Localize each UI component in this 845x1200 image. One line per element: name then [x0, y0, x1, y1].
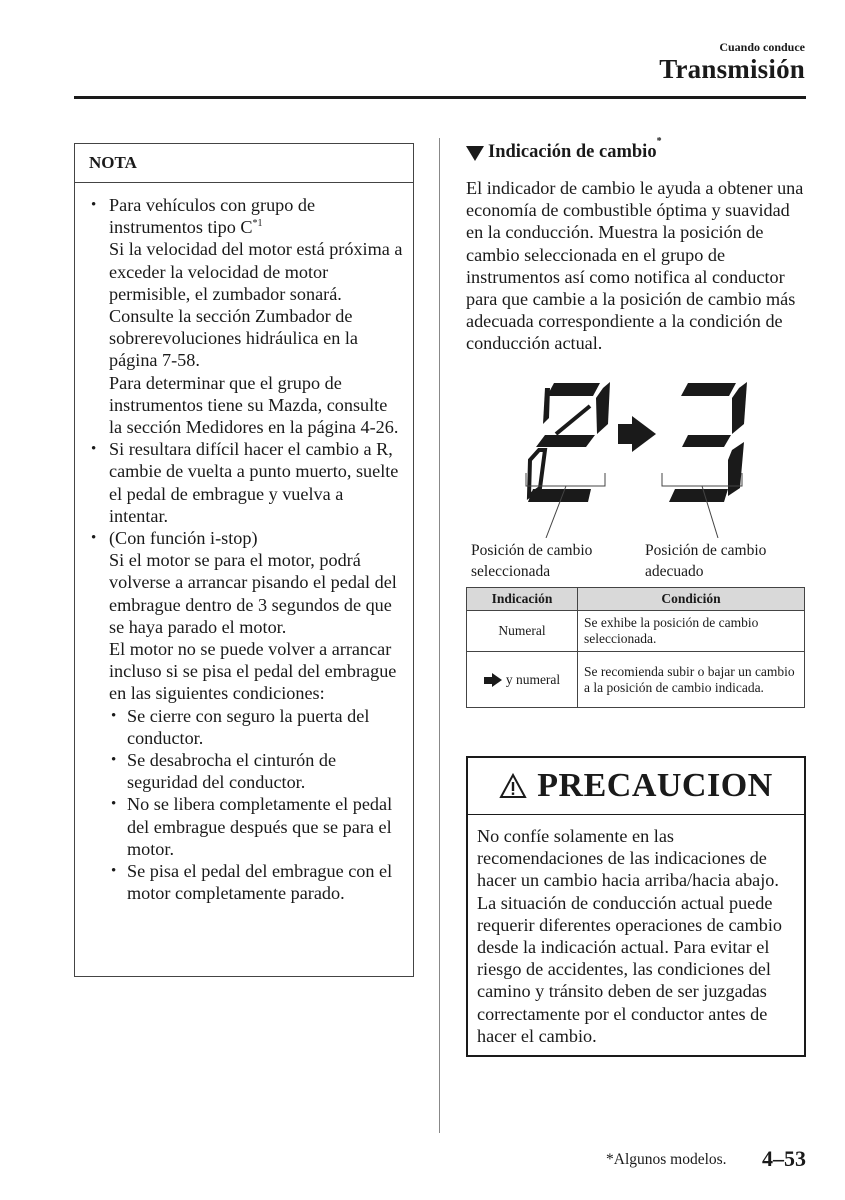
- column-header-indicacion: Indicación: [467, 588, 578, 611]
- note-item: • (Con función i-stop): [89, 527, 403, 549]
- column-header-condicion: Condición: [578, 588, 805, 611]
- table-row: [467, 652, 805, 708]
- table-cell-indication: [467, 652, 578, 708]
- digit-2-icon: [528, 382, 610, 502]
- note-text: Si el motor se para el motor, podrá volverse a arrancar pisando el pedal del embrague dentro de 3 segundos de que se haya parado el motor.: [109, 550, 397, 637]
- page-title: Transmisión: [659, 54, 805, 84]
- cell-text: y numeral: [505, 671, 561, 687]
- digit-3-icon: [669, 382, 747, 502]
- warning-icon: [499, 773, 527, 799]
- note-title: NOTA: [89, 153, 137, 172]
- note-box: [74, 143, 414, 977]
- caution-header: [468, 758, 804, 815]
- bracket-selected: [526, 473, 605, 486]
- note-subitem: • Se desabrocha el cinturón de seguridad del conductor.: [89, 749, 403, 793]
- note-text: El motor no se puede volver a arrancar incluso si se pisa el pedal del embrague en las siguientes condiciones:: [109, 639, 397, 704]
- note-item: • Si resultara difícil hacer el cambio a R, cambie de vuelta a punto muerto, suelte el pedal de embrague y vuelva a intentar.: [89, 438, 403, 527]
- note-text: Para determinar que el grupo de instrumentos tiene su Mazda, consulte la sección Medidores en la página 4-26.: [109, 372, 399, 438]
- footnote-mark: *1: [252, 218, 263, 230]
- table-cell-indication: Numeral: [467, 611, 578, 652]
- note-subitem: • Se pisa el pedal del embrague con el motor completamente parado.: [89, 860, 403, 904]
- section-heading: Indicación de cambio *: [466, 142, 662, 163]
- indication-table: [466, 587, 805, 708]
- table-cell-condition: Se recomienda subir o bajar un cambio a la posición de cambio indicada.: [578, 652, 805, 708]
- note-body: [89, 194, 403, 905]
- section-name: Cuando conduce: [719, 40, 805, 54]
- note-text: Si la velocidad del motor está próxima a exceder la velocidad de motor permisible, el zumbador sonará.: [109, 239, 403, 304]
- column-divider: [439, 138, 440, 1133]
- table-row: [467, 611, 805, 652]
- note-header: [75, 144, 413, 183]
- header-rule: [74, 96, 806, 99]
- table-cell-condition: Se exhibe la posición de cambio seleccionada.: [578, 611, 805, 652]
- note-subitem: • No se libera completamente el pedal del embrague después que se para el motor.: [89, 793, 403, 860]
- section-body: El indicador de cambio le ayuda a obtener una economía de combustible óptima y suavidad en la conducción. Muestra la posición de cambio seleccionada en el grupo de instrumentos así como notifica al conductor para que cambie a la posición de cambio más adecuada correspondiente a la condición de conducción actual.: [466, 178, 804, 354]
- arrow-right-icon: [484, 673, 502, 687]
- page-number: 4–53: [762, 1146, 806, 1171]
- caption-suitable-position: Posición de cambio adecuado: [645, 542, 767, 580]
- caption-selected-position: Posición de cambio seleccionada: [471, 542, 593, 580]
- footnote: *Algunos modelos.: [606, 1151, 727, 1168]
- caution-box: [466, 756, 806, 1057]
- arrow-right-icon: [618, 416, 656, 452]
- table-header-row: [467, 588, 805, 611]
- caution-body: No confíe solamente en las recomendaciones de las indicaciones de hacer un cambio hacia arriba/hacia abajo. La situación de conducción actual puede requerir diferentes operaciones de cambio desde la indicación actual. Para evitar el riesgo de accidentes, las condiciones del camino y tránsito deben de ser juzgadas correctamente por el conductor antes de hacer el cambio.: [477, 826, 782, 1046]
- note-text: Consulte la sección Zumbador de sobrerevoluciones hidráulica en la página 7-58.: [109, 306, 358, 371]
- triangle-down-icon: [466, 146, 484, 161]
- heading-text: Indicación de cambio: [488, 142, 657, 162]
- note-subitem: • Se cierre con seguro la puerta del conductor.: [89, 705, 403, 749]
- caution-title: PRECAUCION: [537, 767, 773, 804]
- note-text: Para vehículos con grupo de instrumentos tipo C: [109, 195, 316, 238]
- note-item: [89, 194, 403, 238]
- gear-indicator-illustration: [466, 378, 766, 538]
